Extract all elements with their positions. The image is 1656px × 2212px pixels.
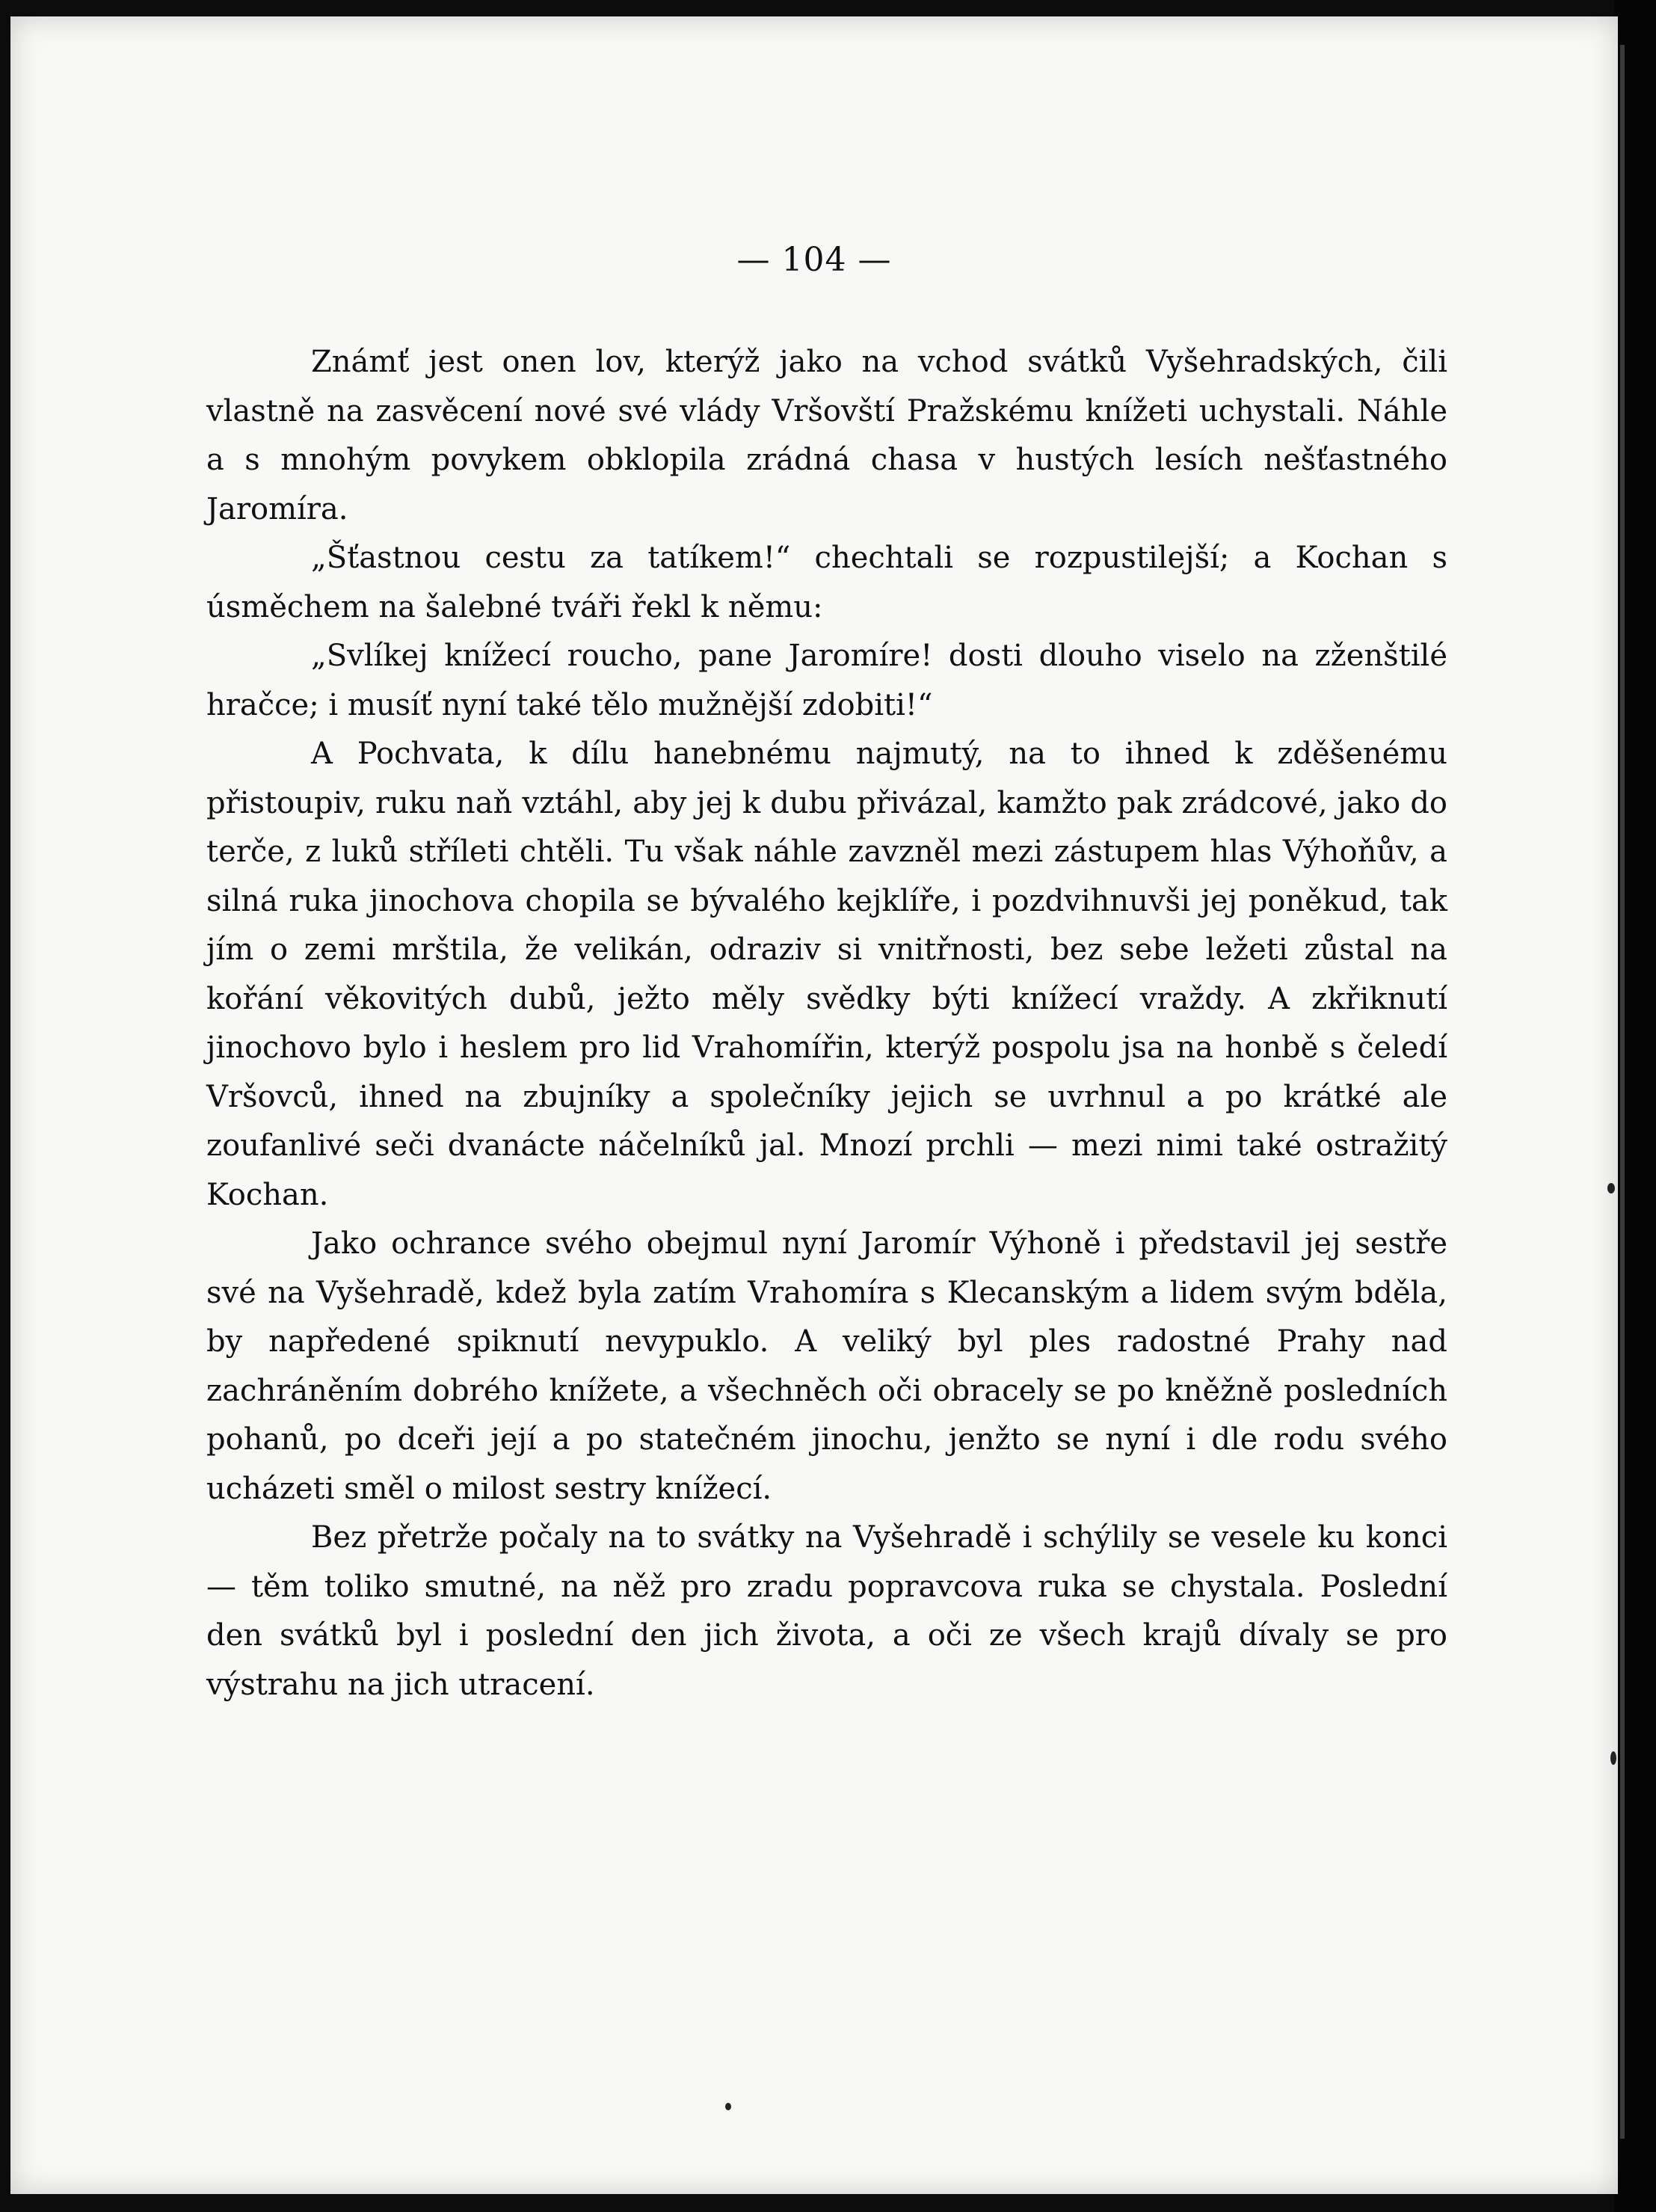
paragraph: Bez přetrže počaly na to svátky na Vyšehradě i schýlily se vesele ku konci — těm toliko smutné, na něž pro zradu popravcova ruka se chystala. Poslední den svátků byl i poslední den jich života, a oči ze všech krajů dívaly se pro výstrahu na jich utracení. [206,1520,1447,1702]
paragraph: „Šťastnou cestu za tatíkem!“ chechtali se rozpustilejší; a Kochan s úsměchem na šalebné tváři řekl k němu: [206,541,1447,624]
paragraph: Jako ochrance svého obejmul nyní Jaromír Výhoně i představil jej sestře své na Vyšehradě, kdež byla zatím Vrahomíra s Klecanským a lidem svým bděla, by napředené spiknutí nevypuklo. A veliký byl ples radostné Prahy nad zachráněním dobrého knížete, a všechněch oči obracely se po kněžně posledních pohanů, po dceři její a po statečném jinochu, jenžto se nyní i dle rodu svého ucházeti směl o milost sestry knížecí. [206,1226,1447,1506]
paper-speck [1607,1183,1615,1193]
paper-speck [1610,1751,1616,1765]
paragraph: Známť jest onen lov, kterýž jako na vchod svátků Vyšehradských, čili vlastně na zasvěcení nové své vlády Vršovští Pražskému knížeti uchystali. Náhle a s mnohým povykem obklopila zrádná chasa v hustých lesích nešťastného Jaromíra. [206,345,1447,526]
scan-border-right [1614,0,1656,2212]
paragraph: A Pochvata, k dílu hanebnému najmutý, na to ihned k zděšenému přistoupiv, ruku naň vztáhl, aby jej k dubu přivázal, kamžto pak zrádcové, jako do terče, z luků stříleti chtěli. Tu však náhle zavzněl mezi zástupem hlas Výhoňův, a silná ruka jinochova chopila se bývalého kejklíře, i pozdvihnuvši jej poněkud, tak jím o zemi mrštila, že velikán, odraziv si vnitřnosti, bez sebe ležeti zůstal na kořání věkovitých dubů, ježto měly svědky býti knížecí vraždy. A zkřiknutí jinochovo bylo i heslem pro lid Vrahomířin, kterýž pospolu jsa na honbě s čeledí Vršovců, ihned na zbujníky a společníky jejich se uvrhnul a po krátké ale zoufanlivé seči dvanácte náčelníků jal. Mnozí prchli — mezi nimi také ostražitý Kochan. [206,737,1447,1212]
page-number: — 104 — [736,241,892,279]
book-page [10,16,1618,2194]
scan-border-line [1620,45,1625,2139]
body-text [206,338,1447,1709]
paper-speck [725,2103,731,2110]
paragraph: „Svlíkej knížecí roucho, pane Jaromíre! dosti dlouho viselo na zženštilé hračce; i musíť nyní také tělo mužnější zdobiti!“ [206,639,1447,722]
